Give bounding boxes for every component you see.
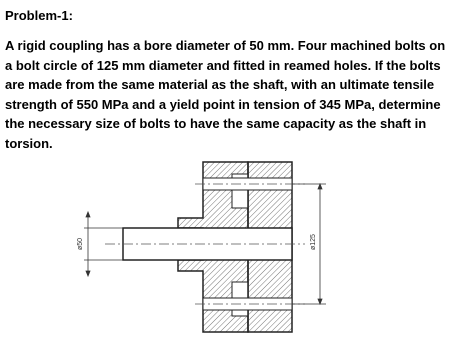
coupling-diagram — [0, 150, 450, 338]
problem-statement: A rigid coupling has a bore diameter of 50 mm. Four machined bolts on a bolt circle of 125 mm diameter and fitted in reamed holes. If the bolts are made from the same material as the shaft, with an ultimate tensile strength of 550 MPa and a yield point in tension of 345 MPa, determine the necessary size of bolts to have the same capacity as the shaft in torsion. — [5, 38, 446, 151]
bolt-circle-dimension — [292, 184, 326, 304]
problem-heading: Problem-1: — [5, 8, 73, 23]
bore-dimension — [84, 212, 123, 276]
bolt-circle-label: ø125 — [310, 234, 317, 250]
bore-diameter-label: ø50 — [77, 237, 84, 250]
